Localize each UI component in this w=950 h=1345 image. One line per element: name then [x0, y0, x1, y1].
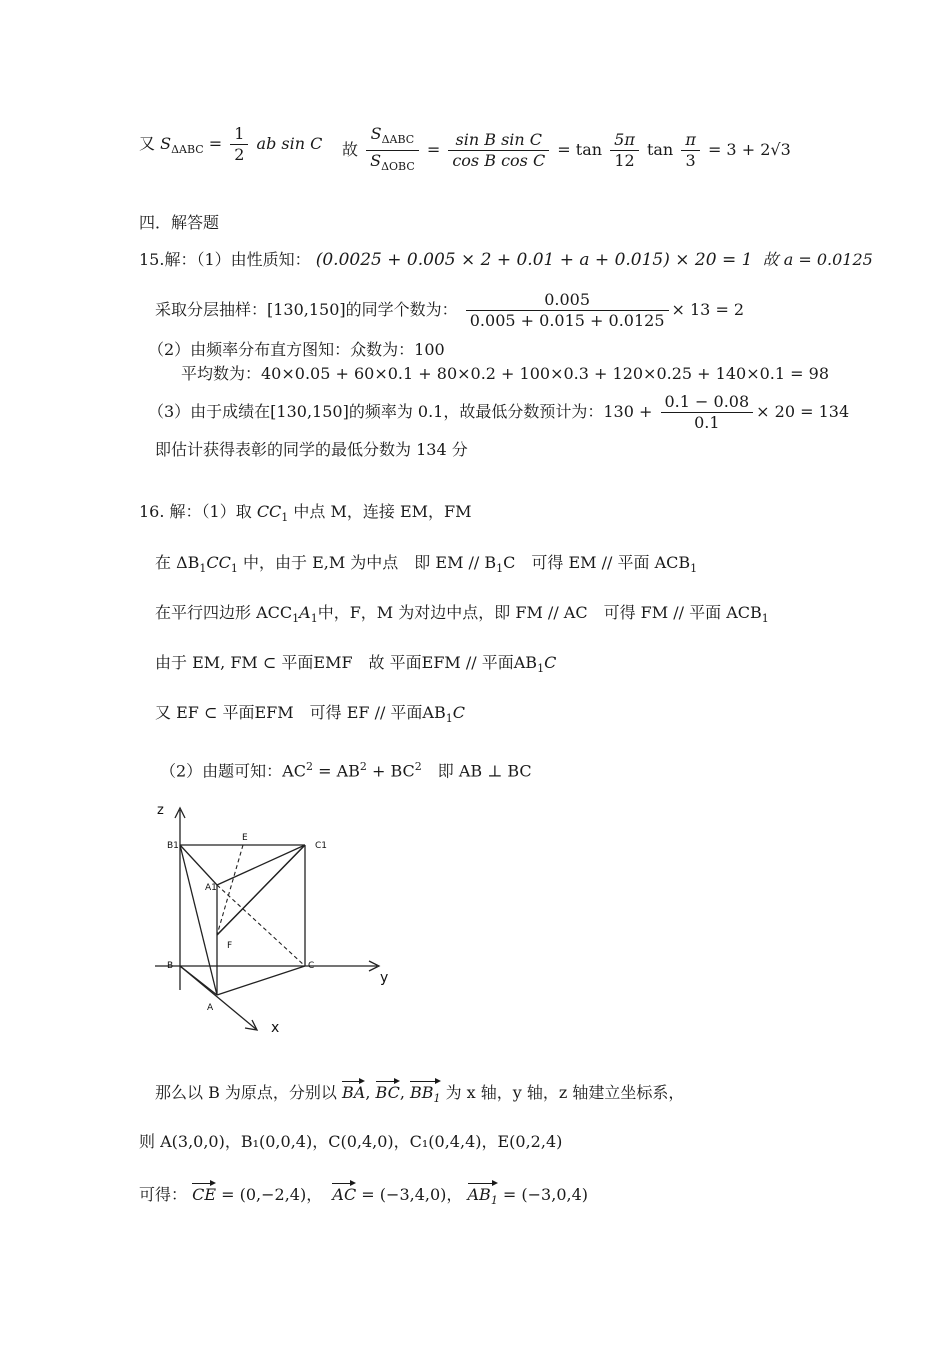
you-label: 又 [139, 134, 156, 153]
trig-num: sin B sin C [448, 130, 549, 151]
q15-line-5 [148, 392, 849, 433]
half-num: 1 [230, 124, 248, 145]
q15-line-1 [139, 250, 873, 270]
area-ratio-fraction [366, 124, 419, 177]
five-pi-den: 12 [614, 151, 635, 171]
ratio-result: = 3 + 2√3 [707, 140, 791, 160]
z-label: z [157, 803, 164, 818]
half-fraction [230, 124, 248, 165]
a1-label: A1 [205, 883, 217, 893]
q16-line-5: 又 EF ⊂ 平面EFM 可得 EF // 平面$AB_1C$ [155, 703, 465, 726]
stratified-label: 采取分层抽样：[130,150]的同学个数为： [155, 300, 458, 319]
trig-den: cos B cos C [452, 151, 546, 171]
q16-line-6: （2）由题可知：$AC^2 = AB^2 + BC^2$ 即 AB ⊥ BC [160, 760, 532, 781]
pi-den: 3 [685, 151, 696, 171]
b-label: B [167, 961, 174, 971]
stratified-result: × 13 = 2 [671, 300, 745, 319]
area-formula-line [139, 124, 322, 165]
tan-label-1: = tan [557, 140, 603, 160]
area-sub: ΔABC [171, 143, 204, 157]
q15-line-3: （2）由频率分布直方图知：众数为：100 [148, 340, 445, 359]
b1-label: B1 [167, 841, 179, 851]
x-label: x [271, 1020, 280, 1036]
five-pi-num: 5π [610, 130, 639, 151]
stratified-fraction [466, 290, 669, 331]
c1-label: C1 [315, 841, 328, 851]
ab-sin-c: ab sin C [256, 134, 323, 153]
q15-head: 15.解：（1）由性质知： [139, 250, 311, 269]
lowest-score-den: 0.1 [694, 413, 720, 432]
pi-third-fraction [681, 130, 700, 171]
vec-ce: CE [192, 1185, 217, 1204]
prism-coordinate-figure [145, 790, 405, 1040]
half-den: 2 [234, 145, 245, 164]
ratio-formula-line: 故 $\frac{S_{\Delta ABC}}{S_{\Delta OBC}}$ = $\frac{\text{sin B sin C}}{\text{cos B cos C}}$ = tan $\frac{5\pi}{12}$ tan $\frac{\pi}{3}$ = 3 + 2√3 [342, 124, 791, 177]
area-ratio-den: $S_{\Delta OBC}$ [370, 151, 415, 174]
vec-ba: BA [342, 1083, 366, 1102]
section-heading: 四．解答题 [139, 213, 220, 232]
vec-bc: BC [375, 1083, 400, 1102]
y-label: y [380, 970, 389, 986]
q15-line-2 [155, 290, 744, 331]
tail-line-2: 则 A(3,0,0)，B₁(0,0,4)，C(0,4,0)，C₁(0,4,4)，E(0,2,4) [139, 1132, 563, 1151]
vec-bb1: $BB_1$ [410, 1083, 441, 1109]
q16-line-4: 由于 EM, FM ⊂ 平面EMF 故 平面EFM // 平面$AB_1C$ [155, 653, 557, 676]
q15-line-6: 即估计获得表彰的同学的最低分数为 134 分 [155, 440, 468, 459]
lowest-score-num: 0.1 − 0.08 [661, 392, 754, 413]
stratified-den: 0.005 + 0.015 + 0.0125 [469, 311, 665, 330]
q15-line-4: 平均数为：40×0.05 + 60×0.1 + 80×0.2 + 100×0.3 + 120×0.25 + 140×0.1 = 98 [181, 364, 829, 383]
area-ratio-num: $S_{\Delta ABC}$ [366, 124, 419, 151]
q16-line-2: 在 $\Delta B_1CC_1$ 中，由于 E,M 为中点 即 EM // $B_1C$ 可得 EM // 平面 $ACB_1$ [155, 553, 698, 576]
e-label: E [242, 833, 248, 843]
gu-label: 故 [342, 140, 359, 160]
tail-line-1: 那么以 B 为原点，分别以 BA, BC, $BB_1$ 为 x 轴，y 轴，z 轴建立坐标系， [155, 1083, 684, 1109]
trig-fraction [448, 130, 549, 171]
lowest-score-result: × 20 = 134 [756, 402, 850, 421]
vec-ab1: $AB_1$ [468, 1185, 498, 1211]
a-label: A [207, 1003, 214, 1013]
equals: = [208, 134, 228, 153]
vec-ac: AC [332, 1185, 357, 1204]
pi-num: π [681, 130, 700, 151]
q16-line-1: 16. 解：（1）取 $CC_1$ 中点 M，连接 EM，FM [139, 502, 472, 525]
q15-a-value: 故 a = 0.0125 [762, 250, 873, 269]
q16-line-3: 在平行四边形 $ACC_1A_1$中，F，M 为对边中点，即 FM // AC 可得 FM // 平面 $ACB_1$ [155, 603, 769, 626]
stratified-num: 0.005 [466, 290, 669, 311]
lowest-score-label: （3）由于成绩在[130,150]的频率为 0.1，故最低分数预计为：130 + [148, 402, 653, 421]
q15-property-formula: (0.0025 + 0.005 × 2 + 0.01 + a + 0.015) × 20 = 1 [315, 250, 753, 270]
tan-label-2: tan [646, 140, 674, 160]
area-symbol: S [160, 134, 172, 153]
f-label: F [227, 941, 233, 951]
tail-line-3: 可得： CE = (0,−2,4)， AC = (−3,4,0)， $AB_1 = (-3,0,4)$ [139, 1185, 588, 1211]
lowest-score-fraction [661, 392, 754, 433]
c-label: C [308, 961, 315, 971]
five-pi-fraction [610, 130, 639, 171]
